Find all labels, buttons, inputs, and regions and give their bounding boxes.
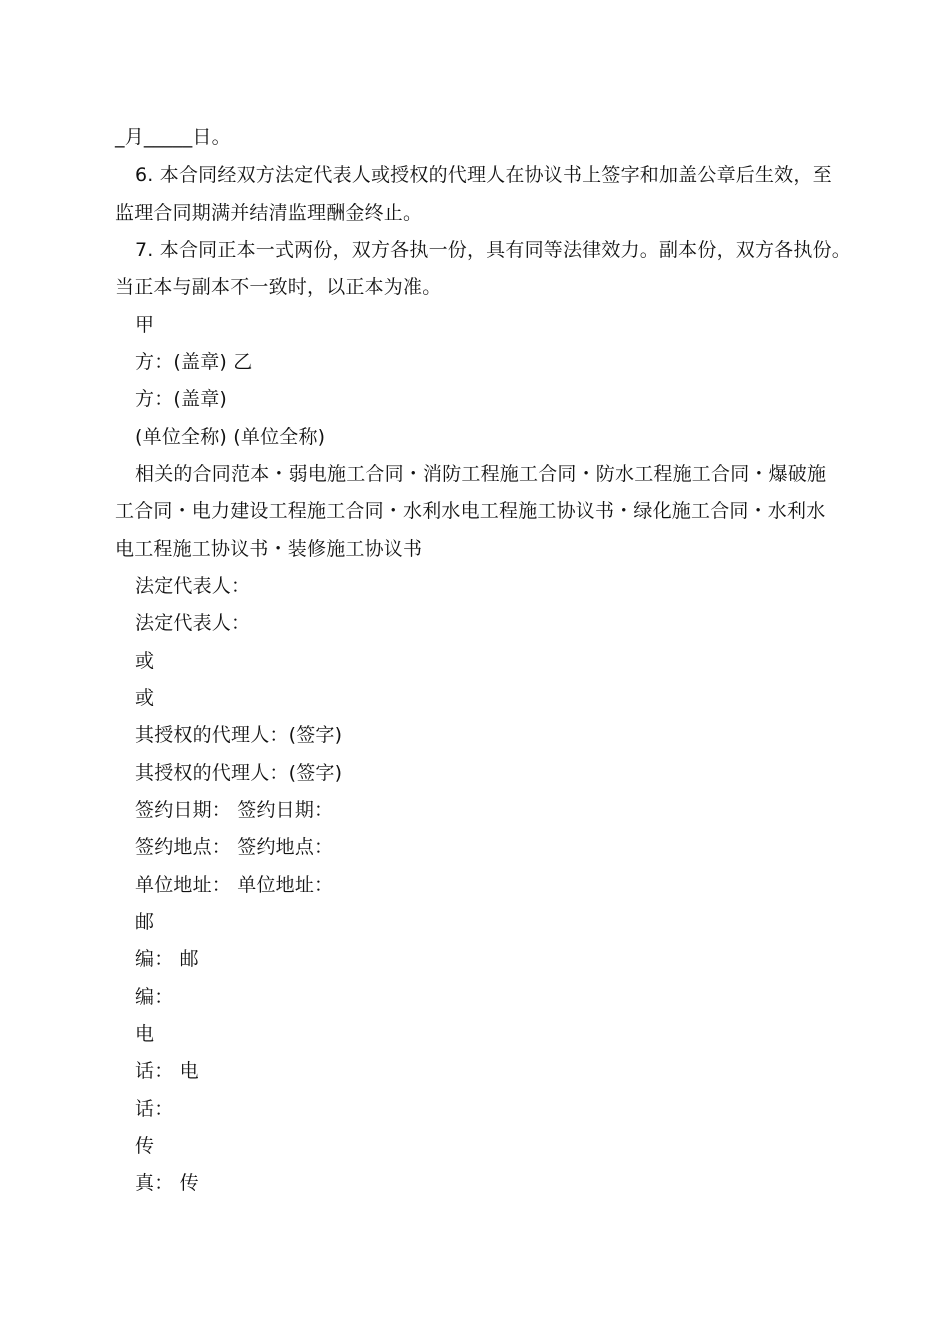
phone-fragment-line-1: 电 [135,1023,155,1045]
postcode-fragment-line-2: 编： 邮 [135,948,199,970]
clause-6-line-2: 监理合同期满并结清监理酬金终止。 [115,202,423,224]
related-templates-line-3: 电工程施工协议书・装修施工协议书 [115,538,423,560]
phone-fragment-line-3: 话： [135,1098,174,1120]
fax-fragment-line-2: 真： 传 [135,1172,199,1194]
signing-place-line: 签约地点： 签约地点： [135,836,334,858]
clause-7-line-1: 7. 本合同正本一式两份，双方各执一份，具有同等法律效力。副本份，双方各执份。 [135,239,851,261]
postcode-fragment-line-3: 编： [135,986,174,1008]
signing-date-line: 签约日期： 签约日期： [135,799,334,821]
related-templates-line-1: 相关的合同范本・弱电施工合同・消防工程施工合同・防水工程施工合同・爆破施 [135,463,827,485]
unit-address-line: 单位地址： 单位地址： [135,874,334,896]
or-line-1: 或 [135,650,155,672]
party-a-label-fragment: 甲 [135,314,155,336]
clause-6-line-1: 6. 本合同经双方法定代表人或授权的代理人在协议书上签字和加盖公章后生效，至 [135,164,832,186]
related-templates-line-2: 工合同・电力建设工程施工合同・水利水电工程施工协议书・绿化施工合同・水利水 [115,500,826,522]
unit-full-name-line: (单位全称) (单位全称) [135,426,326,448]
legal-representative-line-2: 法定代表人： [135,612,251,634]
legal-representative-line-1: 法定代表人： [135,575,251,597]
fax-fragment-line-1: 传 [135,1135,155,1157]
phone-fragment-line-2: 话： 电 [135,1060,199,1082]
party-seal-line-1: 方：(盖章) 乙 [135,351,253,373]
postcode-fragment-line-1: 邮 [135,911,155,933]
clause-7-line-2: 当正本与副本不一致时，以正本为准。 [115,276,442,298]
party-seal-line-2: 方：(盖章) [135,388,228,410]
authorized-agent-line-2: 其授权的代理人：(签字) [135,762,343,784]
authorized-agent-line-1: 其授权的代理人：(签字) [135,724,343,746]
or-line-2: 或 [135,687,155,709]
date-fragment-line: _月_____日。 [115,126,231,148]
